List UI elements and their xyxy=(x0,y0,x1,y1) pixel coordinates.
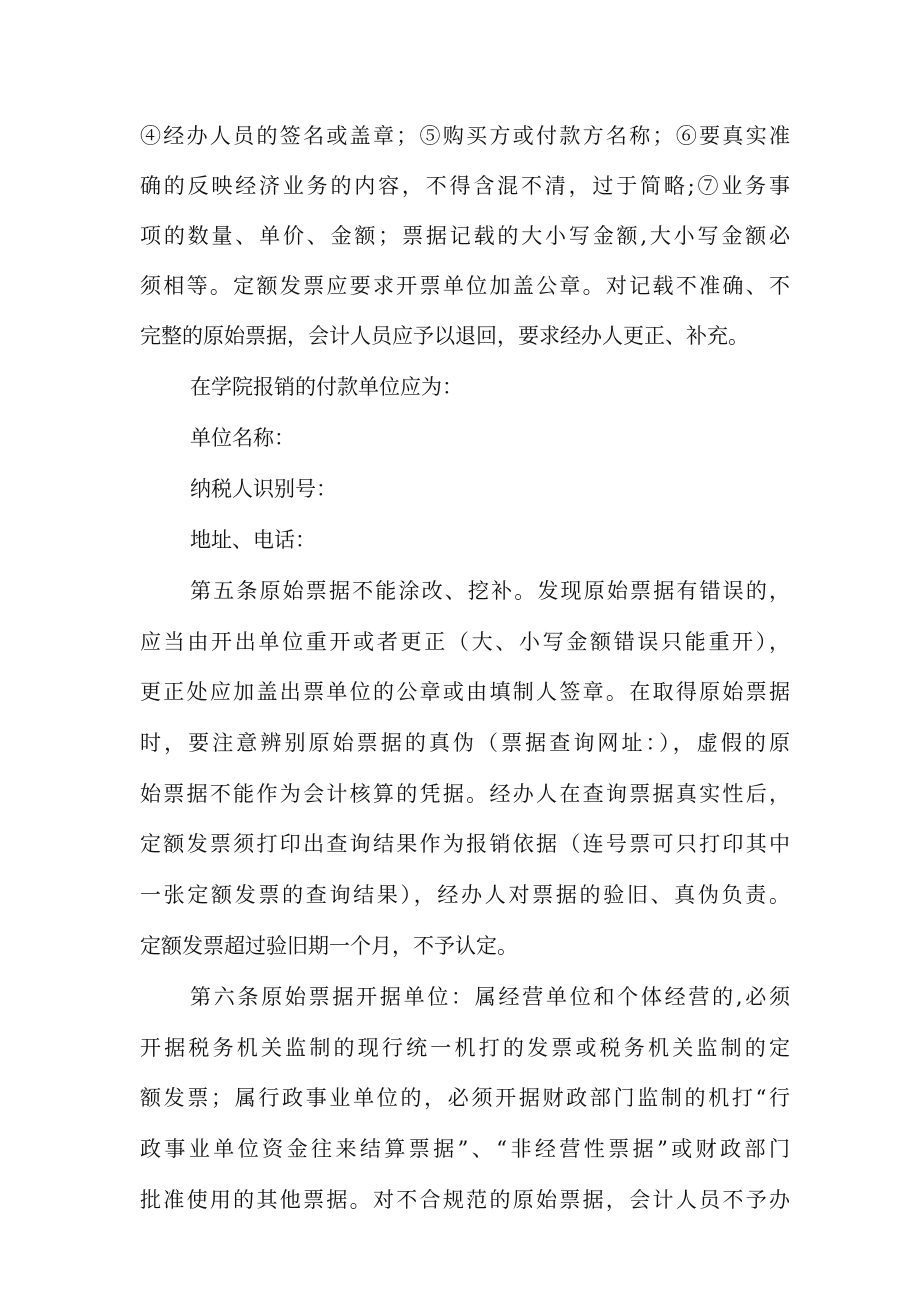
paragraph-line: 项的数量、单价、金额；票据记载的大小写金额,大小写金额必 xyxy=(140,224,790,248)
field-unit-name: 单位名称： xyxy=(190,426,295,450)
payer-heading: 在学院报销的付款单位应为： xyxy=(190,375,463,399)
article-5-heading-line: 第五条原始票据不能涂改、挖补。发现原始票据有错误的， xyxy=(190,579,790,603)
paragraph-line: 定额发票超过验旧期一个月，不予认定。 xyxy=(140,934,518,958)
paragraph-line: 须相等。定额发票应要求开票单位加盖公章。对记载不准确、不 xyxy=(140,274,790,298)
paragraph-line: 应当由开出单位重开或者更正（大、小写金额错误只能重开）， xyxy=(140,630,790,654)
field-address-phone: 地址、电话： xyxy=(190,528,316,552)
paragraph-line: 完整的原始票据，会计人员应予以退回，要求经办人更正、补充。 xyxy=(140,324,749,348)
paragraph-line: 定额发票须打印出查询结果作为报销依据（连号票可只打印其中 xyxy=(140,832,790,856)
paragraph-line: 更正处应加盖出票单位的公章或由填制人签章。在取得原始票据 xyxy=(140,680,790,704)
paragraph-line: 政事业单位资金往来结算票据”、“非经营性票据”或财政部门 xyxy=(140,1137,790,1161)
paragraph-line: 确的反映经济业务的内容，不得含混不清，过于简略;⑦业务事 xyxy=(140,174,790,198)
field-taxpayer-id: 纳税人识别号： xyxy=(190,477,337,501)
paragraph-line: ④经办人员的签名或盖章；⑤购买方或付款方名称；⑥要真实准 xyxy=(140,124,790,148)
paragraph-line: 始票据不能作为会计核算的凭据。经办人在查询票据真实性后， xyxy=(140,782,790,806)
paragraph-line: 额发票；属行政事业单位的，必须开据财政部门监制的机打“行 xyxy=(140,1086,790,1110)
paragraph-line: 批准使用的其他票据。对不合规范的原始票据，会计人员不予办 xyxy=(140,1188,790,1212)
paragraph-line: 一张定额发票的查询结果），经办人对票据的验旧、真伪负责。 xyxy=(140,883,790,907)
paragraph-line: 开据税务机关监制的现行统一机打的发票或税务机关监制的定 xyxy=(140,1036,790,1060)
article-6-heading-line: 第六条原始票据开据单位：属经营单位和个体经营的,必须 xyxy=(190,985,790,1009)
paragraph-line: 时，要注意辨别原始票据的真伪（票据查询网址：），虚假的原 xyxy=(140,731,790,755)
